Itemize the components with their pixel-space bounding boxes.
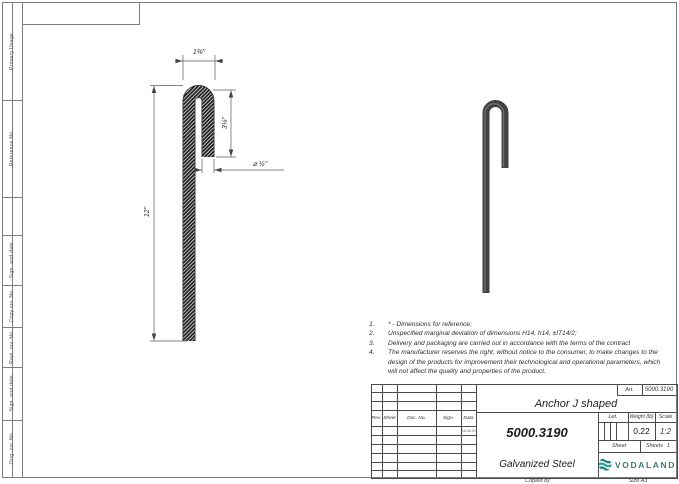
rev-row-line (371, 462, 476, 463)
note-number: 4. (369, 349, 375, 357)
art-label: Art. (625, 386, 634, 393)
let-subline (616, 422, 617, 440)
let-subline (610, 422, 611, 440)
rev-col-line (382, 384, 383, 477)
copied-by: Copied by (525, 477, 550, 484)
note-number: 2. (369, 330, 375, 338)
let-subline (604, 422, 605, 440)
rev-header-sign: Sign. (443, 415, 454, 421)
weight-value: 0.22 (633, 426, 650, 436)
rev-header-sheet: Sheet (383, 415, 396, 421)
brand-name: VODALAND (615, 459, 676, 470)
rev-col-line (436, 384, 437, 477)
margin-label: Sign. and date (9, 375, 15, 412)
rev-col-line (397, 384, 398, 477)
rev-header-rev: Rev. (371, 415, 382, 421)
rev-row-line (371, 435, 476, 436)
dim-total-length: 12" (143, 206, 151, 218)
doc-number: 5000.3190 (506, 424, 568, 440)
rev-header-data: Data (463, 415, 474, 421)
note-text: Delivery and packaging are carried out in accordance with the terms of the contract (388, 339, 631, 347)
art-value: 5000.3190 (644, 386, 674, 393)
margin-label: Reference No. (9, 130, 15, 167)
brand-cell (598, 452, 676, 477)
note-item (369, 348, 665, 376)
margin-label: Copy inv. No. (9, 289, 15, 323)
dim-rod-diameter: ⌀ ½" (252, 161, 268, 168)
size-label: Size A3 (628, 477, 648, 484)
part-name: Anchor J shaped (534, 397, 618, 410)
scale-value: 1:2 (659, 426, 672, 436)
weight-label: Weight (lb) (629, 414, 654, 420)
dim-hook-height: 3¼" (221, 116, 229, 130)
rev-row-line (371, 401, 476, 402)
dimension-lines (150, 55, 284, 341)
scale-label: Scale (658, 414, 673, 420)
margin-label: Primary Usage (9, 32, 15, 70)
sheets-cell (640, 440, 676, 452)
note-number: 1. (369, 321, 375, 328)
material: Galvanized Steel (499, 459, 575, 470)
rev-row-line (371, 470, 476, 471)
rev-row-line (371, 392, 476, 393)
sheet-label: Sheet (611, 443, 627, 449)
vodaland-logo-icon (598, 457, 612, 472)
rev-date-value: 14.04.20 (461, 428, 476, 433)
rev-row-line (371, 453, 476, 454)
note-text: The manufacturer reserves the right, without notice to the consumer, to make changes to the design of the products for improvement their technological and operational parameters, which will not affect the quality and properties of the product. (388, 349, 661, 376)
note-number: 3. (369, 339, 375, 347)
notes-block (369, 320, 665, 376)
dim-top-width: 1⅜" (192, 48, 206, 56)
note-item (369, 320, 665, 329)
main-view-rod (189, 92, 208, 342)
rev-header-doc-no: Doc. No. (407, 415, 426, 421)
margin-label: Repl. inv. No. (9, 330, 15, 364)
note-text: * - Dimensions for reference; (388, 321, 472, 328)
note-text: Unspecified marginal deviation of dimensions H14, h14, ±IT14/2; (388, 330, 577, 338)
sheets-value: 1 (667, 443, 671, 449)
rev-row-line (371, 444, 476, 445)
margin-label: Orig. inv. No (9, 432, 15, 465)
note-item (369, 329, 665, 338)
sheets-label: Sheets (645, 443, 664, 449)
note-item (369, 339, 665, 348)
margin-label: Sign. and date (9, 241, 15, 279)
iso-view-rod (485, 104, 505, 294)
let-label: Let. (608, 414, 618, 420)
